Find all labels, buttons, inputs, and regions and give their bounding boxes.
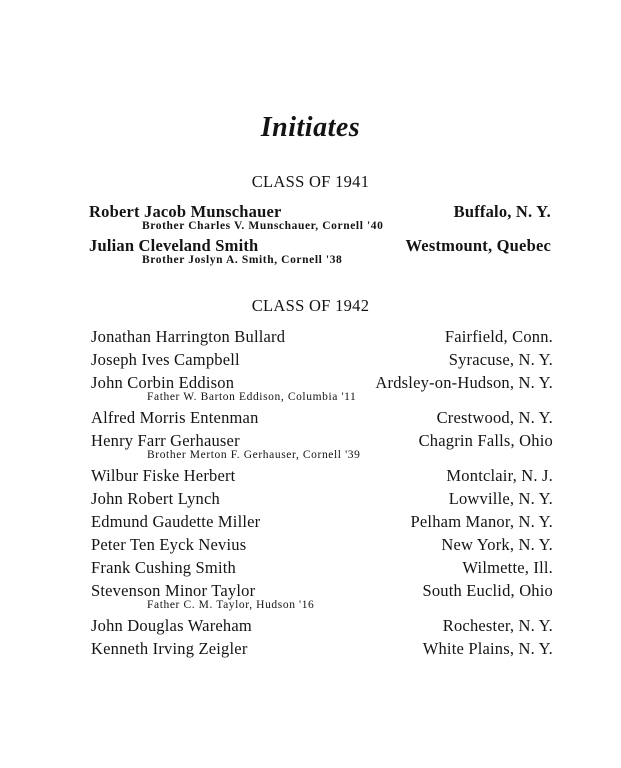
member-location: White Plains, N. Y. [422, 639, 553, 658]
class-heading-1942: CLASS OF 1942 [251, 296, 370, 315]
member-name: Kenneth Irving Zeigler [91, 639, 248, 658]
member-location: Pelham Manor, N. Y. [410, 512, 553, 531]
member-location: Lowville, N. Y. [448, 489, 553, 508]
member-relation: Brother Merton F. Gerhauser, Cornell '39 [147, 449, 361, 461]
member-name: Alfred Morris Entenman [91, 408, 259, 427]
member-name: Robert Jacob Munschauer [89, 202, 282, 221]
member-name: Edmund Gaudette Miller [91, 512, 261, 531]
member-name: Joseph Ives Campbell [91, 350, 240, 369]
member-relation: Father C. M. Taylor, Hudson '16 [147, 599, 315, 611]
member-location: Fairfield, Conn. [444, 327, 553, 346]
member-name: John Douglas Wareham [91, 616, 252, 635]
member-name: Wilbur Fiske Herbert [91, 466, 236, 485]
member-name: Frank Cushing Smith [91, 558, 236, 577]
member-location: Ardsley-on-Hudson, N. Y. [375, 373, 553, 392]
member-name: Julian Cleveland Smith [89, 236, 259, 255]
member-location: Montclair, N. J. [446, 466, 553, 485]
member-name: John Corbin Eddison [91, 373, 235, 392]
member-location: Rochester, N. Y. [442, 616, 553, 635]
member-location: Syracuse, N. Y. [448, 350, 553, 369]
member-location: Chagrin Falls, Ohio [418, 431, 553, 450]
member-name: Peter Ten Eyck Nevius [91, 535, 247, 554]
member-name: Henry Farr Gerhauser [91, 431, 240, 450]
member-relation: Father W. Barton Eddison, Columbia '11 [147, 391, 357, 403]
member-location: Westmount, Quebec [405, 236, 551, 255]
class-heading-1941: CLASS OF 1941 [251, 172, 370, 191]
member-location: Crestwood, N. Y. [436, 408, 553, 427]
member-name: John Robert Lynch [91, 489, 220, 508]
member-relation: Brother Charles V. Munschauer, Cornell '40 [142, 220, 384, 232]
member-name: Stevenson Minor Taylor [91, 581, 256, 600]
page-title: Initiates [260, 112, 361, 143]
member-location: Buffalo, N. Y. [453, 202, 551, 221]
member-name: Jonathan Harrington Bullard [91, 327, 286, 346]
member-location: Wilmette, Ill. [462, 558, 553, 577]
member-location: South Euclid, Ohio [422, 581, 553, 600]
member-location: New York, N. Y. [441, 535, 553, 554]
member-relation: Brother Joslyn A. Smith, Cornell '38 [142, 254, 343, 266]
